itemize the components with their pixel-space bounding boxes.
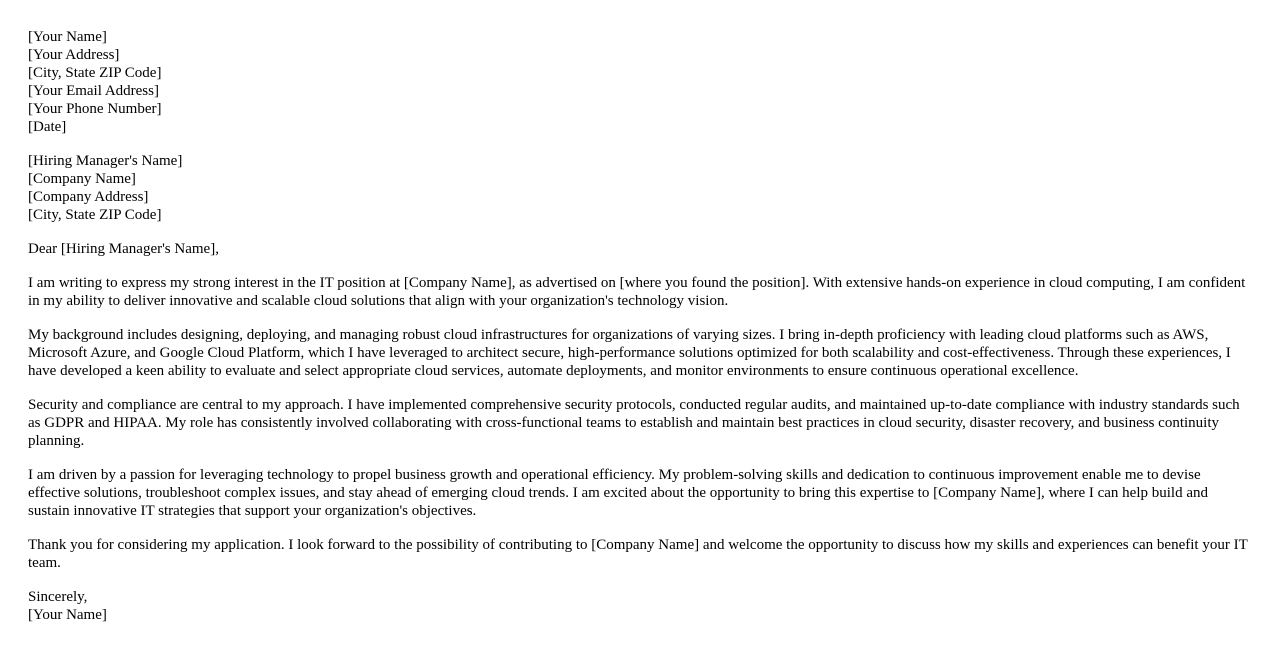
recipient-name: [Hiring Manager's Name] xyxy=(28,153,183,169)
letter-date: [Date] xyxy=(28,119,67,135)
recipient-company: [Company Name] xyxy=(28,171,136,187)
sender-block xyxy=(28,28,1250,136)
sender-phone: [Your Phone Number] xyxy=(28,101,162,117)
closing-block xyxy=(28,588,1250,624)
recipient-block xyxy=(28,152,1250,224)
body-paragraph-thanks: Thank you for considering my application. I look forward to the possibility of contributing to [Company Name] and welcome the opportunity to discuss how my skills and experiences can benefit your IT team. xyxy=(28,537,1248,571)
cover-letter xyxy=(28,28,1250,624)
sender-address: [Your Address] xyxy=(28,47,120,63)
body-paragraph-background: My background includes designing, deploying, and managing robust cloud infrastructures for organizations of varying sizes. I bring in-depth proficiency with leading cloud platforms such as AWS, Microsoft Azure, and Google Cloud Platform, which I have leveraged to architect secure, high-performance solutions optimized for both scalability and cost-effectiveness. Through these experiences, I have developed a keen ability to evaluate and select appropriate cloud services, automate deployments, and monitor environments to ensure continuous operational excellence. xyxy=(28,327,1231,379)
recipient-address: [Company Address] xyxy=(28,189,149,205)
body-paragraph-motivation: I am driven by a passion for leveraging technology to propel business growth and operational efficiency. My problem-solving skills and dedication to continuous improvement enable me to devise effective solutions, troubleshoot complex issues, and stay ahead of emerging cloud trends. I am excited about the opportunity to bring this expertise to [Company Name], where I can help build and sustain innovative IT strategies that support your organization's objectives. xyxy=(28,467,1208,519)
recipient-city-state-zip: [City, State ZIP Code] xyxy=(28,207,162,223)
signature-name: [Your Name] xyxy=(28,607,107,623)
body-paragraph-security: Security and compliance are central to my approach. I have implemented comprehensive security protocols, conducted regular audits, and maintained up-to-date compliance with industry standards such as GDPR and HIPAA. My role has consistently involved collaborating with cross-functional teams to establish and maintain best practices in cloud security, disaster recovery, and business continuity planning. xyxy=(28,397,1240,449)
valediction: Sincerely, xyxy=(28,589,88,605)
sender-city-state-zip: [City, State ZIP Code] xyxy=(28,65,162,81)
sender-name: [Your Name] xyxy=(28,29,107,45)
body-paragraph-intro: I am writing to express my strong interest in the IT position at [Company Name], as advertised on [where you found the position]. With extensive hands-on experience in cloud computing, I am confident in my ability to deliver innovative and scalable cloud solutions that align with your organization's technology vision. xyxy=(28,275,1246,309)
salutation: Dear [Hiring Manager's Name], xyxy=(28,241,219,257)
sender-email: [Your Email Address] xyxy=(28,83,159,99)
